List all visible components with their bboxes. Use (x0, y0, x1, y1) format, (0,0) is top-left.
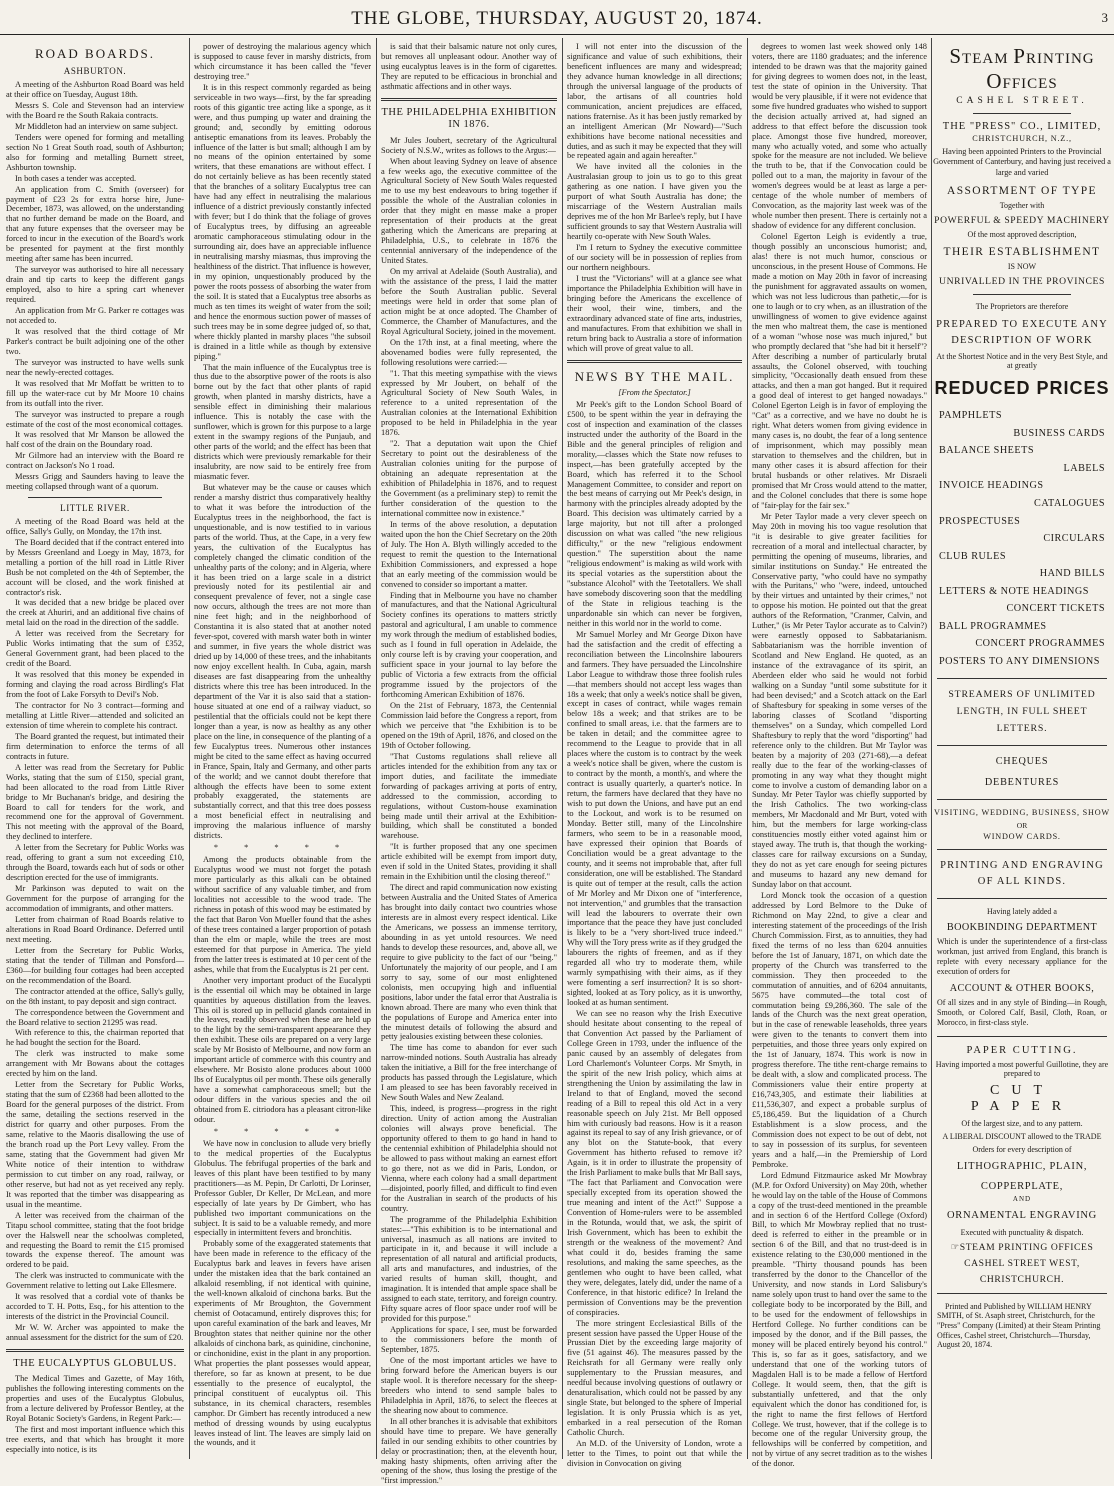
column-eucalyptus (194, 42, 371, 1457)
ad-product-item: BALL PROGRAMMES (939, 620, 1047, 632)
ad-orders: Orders for every description of (972, 1144, 1072, 1154)
ad-rule (937, 849, 1107, 850)
paragraph: That the main influence of the Eucalyptus tree is thus due to the absorptive power of the roots is also borne out by the fact that other plants of rapid growth, when planted in marshy districts, have a sensible effect in diminishing their malarious influence. This is notably the case with the sunflower, which is grown for this purpose to a large extent in the swampy regions of the Punjaub, and other parts of the world; and the effect has been that districts which were previously remarkable for their insalubrity, are now said to be entirely free from miasmatic fever. (194, 362, 371, 481)
paragraph: Another very important product of the Eucalypti is the essential oil which may be obtained in large quantities by aqueous distillation from the leaves. This oil is stored up in pellucid glands contained in the leaves, readily observed when these are held up to the light by the semi-transparent appearance they then exhibit. These oils are prepared on a very large scale by Mr Bosisto of Melbourne, and now form an important article of commerce with this country and elsewhere. Mr Bosisto alone produces about 1000 lbs of Eucalyptus oil per month. These oils generally have a somewhat camphoraceous smell; but the odour differs in the various species and the oil obtained from E. citriodora has a pleasant citron-like odour. (194, 975, 371, 1124)
paragraph: In all other branches it is advisable that exhibitors should have time to prepare. We have generally failed in our sending exhibits to other countries by delay or procrastination; then, at the eleventh hour, making hasty shipments, often arriving after the opening of the show, thus losing the prestige of the "first impression." (381, 1416, 557, 1486)
paragraph: It was resolved that a cordial vote of thanks be accorded to T. H. Potts, Esq., for his attention to the interests of the district in the Provincial Council. (6, 1292, 184, 1322)
paragraph: is said that their balsamic nature not only cures, but removes all unpleasant odour. Another way of using eucalyptus leaves is in the form of cigarettes. They are reputed to be efficacious in bronchial and asthmatic affections and in other ways. (381, 42, 557, 91)
paragraph: power of destroying the malarious agency which is supposed to cause fever in marshy districts, from which circumstance it has been called the "fever destroying tree." (194, 42, 371, 81)
ad-paper-cutting: PAPER CUTTING. (966, 1044, 1078, 1056)
paragraph: Probably some of the exaggerated statements that have been made in reference to the efficacy of the Eucalyptus bark and leaves in fevers have arisen under the mistaken idea that the bark contained an alkaloid resembling, if not identical with quinine, the well-known alkaloid of cinchona barks. But the experiments of Mr Broughton, the Government chemist of Ootacamund, entirely disproves this; for upon careful examination of the bark and leaves, Mr Broughton states that neither quinine nor the other alkaloids of cinchona bark, as quinidine, cinchonine, or cinchonidine, exist in the plant in any proportion. What properties the plant possesses would appear, therefore, so far as known at present, to be due essentially to the presence of eucalyptol, the principal constituent of eucalyptus oil. This substance, in its chemical characters, resembles camphor. Dr Gimbert has recently introduced a new method of dressing wounds by using eucalyptus leaves instead of lint. The leaves are simply laid on the wounds, and it (194, 1239, 371, 1448)
paragraph: It was resolved that Mr Manson be allowed the half cost of the drain on the Boundary road. (6, 430, 184, 450)
ad-product-item: CATALOGUES (1034, 497, 1105, 509)
article-separator (567, 360, 742, 363)
news-by-mail-body (567, 400, 742, 1469)
article-separator (6, 1349, 184, 1352)
paragraph: On the 21st of February, 1873, the Centennial Commission laid before the Congress a report, from which we perceive that "the Exhibition is to be opened on the 19th of April, 1876, and closed on the 19th of October following. (381, 701, 557, 750)
ad-together-with: Together with (999, 200, 1045, 210)
ad-office-name: ☞STEAM PRINTING OFFICES (950, 1241, 1094, 1253)
paragraph: We have invited all the colonies in the Australasian group to join us to go to this great gathering as one nation. I have given you the purport of what South Australia has done; the miscarriage of the Western Australian mails deprives me of the hon Mr Barlee's reply, but I have sufficient grounds to say that Western Australia will heartily co-operate with New South Wales. (567, 162, 742, 242)
ad-cheques: CHEQUES (995, 756, 1049, 768)
ad-and: AND (1012, 1195, 1032, 1203)
ad-office-city: CHRISTCHURCH. (979, 1273, 1065, 1285)
spectator-byline: [From the Spectator.] (618, 387, 691, 397)
paragraph: Finding that in Melbourne you have no chamber of manufactures, and that the National Agricultural Society confines its operations to matters strictly pastoral and agricultural, I am unable to commence my work through the medium of established bodies, such as I found in full operation in Adelaide, the only course left is by craving your cooperation, and sufficient space in your journal to lay before the public of Victoria a few extracts from the official programme issued by the projectors of the forthcoming American Exhibition of 1876. (381, 590, 557, 700)
ad-proprietors: The Proprietors are therefore (975, 301, 1069, 311)
ad-product-item: LABELS (1063, 462, 1105, 474)
paragraph: The Board granted the request, but intimated their firm determination to enforce the terms of all contracts in future. (6, 731, 184, 761)
ad-company-name: THE "PRESS" CO., LIMITED, (942, 121, 1102, 132)
paragraph: It is in this respect commonly regarded as being serviceable in two ways—first, by the far spreading roots of this gigantic tree acting like a sponge, as it were, and thus pumping up water and draining the ground; and, secondly by emitting odorous antiseptic emanations from its leaves. Probably the influence of the latter is but small; although I am by no means of the opinion entertained by some writers, that these emanations are without effect. I do not certainly believe as has been recently stated that the branches of a solitary Eucalyptus tree can have had any effect in neutralising the malarious influence of a district previously constantly infected with fever; but I do think that the foliage of groves of Eucalyptus trees, by diffusing an agreeable aromatic camphoraceous stimulating odour in the surrounding air, does have an appreciable influence in neutralising marshy miasmas, thus improving the healthiness of the district. That influence is however, in my opinion, unquestionably produced by the power the roots possess of absorbing the water from the soil. It is stated that a Eucalyptus tree absorbs as much as ten times its weight of water from the soil; and hence the enormous suction power of masses of such trees may be in some degree judged of, so that, where thickly planted in marshy places "the subsoil is drained in a little while as though by extensive piping." (194, 82, 371, 361)
ad-is-now: IS NOW (1007, 261, 1037, 271)
ad-title (933, 44, 1111, 94)
paragraph: The surveyor was instructed to prepare a rough estimate of the cost of the most economical cottages. (6, 409, 184, 429)
paragraph: I trust the "Victorians" will at a glance see what importance the Philadelphia Exhibition will have in bringing before the Americans the excellence of their wool, their wine, timbers, and the extraordinary advanced state of fine arts, industries, and manufactures. From that exhibition we shall in return bring back to Australia a store of information which will prove of great value to all. (567, 273, 742, 353)
publisher-imprint: Printed and Published by WILLIAM HENRY SMITH, of St. Asaph street, Christchurch, for the "Press" Company (Limited) at their Steam Printing Offices, Cashel street, Christchurch—Thursday, August 20, 1874. (937, 1301, 1101, 1350)
article-separator (381, 98, 557, 101)
column-news-by-mail (567, 42, 742, 1468)
ad-product-item: CLUB RULES (939, 550, 1006, 562)
ad-rule (973, 113, 1071, 114)
ad-approved-description: Of the most approved description, (967, 229, 1077, 239)
paragraph: It was resolved that Mr Moffatt be written to to fill up the water-race cut by Mr Moore 10 chains from its outfall into the river. (6, 378, 184, 408)
little-river-subheading: LITTLE RIVER. (60, 503, 130, 514)
paragraph: This, indeed, is progress—progress in the right direction. Unity of action among the Australian colonies will always prove beneficial. The opportunity offered to them to go hand in hand to the centennial exhibition of Philadelphia should not be allowed to pass without making an earnest effort to go there, not as we did in Paris, London, or Vienna, where each colony had a small department—disjointed, poorly filled, and difficult to find even for the Australian in search of the products of his country. (381, 1104, 557, 1213)
ad-product-item: PROSPECTUSES (939, 515, 1021, 527)
eucalyptus-heading: THE EUCALYPTUS GLOBULUS. (13, 1358, 177, 1370)
ad-account-books: ACCOUNT & OTHER BOOKS, (949, 982, 1095, 994)
ad-lately-added: Having lately added a (987, 906, 1057, 916)
column-rule (931, 38, 932, 1459)
philadelphia-article-body (381, 136, 557, 1486)
paragraph: The clerk was instructed to make some arrangement with Mr Bowans about the cottages erected by him on the land. (6, 1049, 184, 1079)
paragraph: Letter from the Secretary for Public Works, stating that the sum of £2368 had been allotted to the Board for the general purposes of the district. From the same, detailing the sections reserved in the district for quarry and other purposes. From the same, relative to the Maoris disallowing the use of the branch road up the Port Levy valley. From the same, stating that the Government had given Mr White notice of their intention to withdraw permission to cut timber on any road, railway, or other reserve, but had not as yet received any reply. It was reported that the timber was disappearing as usual in the meantime. (6, 1080, 184, 1209)
paragraph: The Board decided that if the contract entered into by Messrs Greenland and Loegy in May, 1873, for metalling a portion of the hill road in Little River Bush be not completed on the 4th of September, the account will be closed, and the work finished at contractor's risk. (6, 537, 184, 597)
masthead-rule (0, 34, 1114, 35)
ad-street: CASHEL STREET. (956, 96, 1088, 106)
ad-or: OR (1016, 821, 1028, 830)
ad-machinery: POWERFUL & SPEEDY MACHINERY (934, 214, 1110, 226)
ad-punctuality: Executed with punctuality & dispatch. (960, 1227, 1084, 1237)
paragraph: Mr Peter Taylor made a very clever speech on May 20th in moving his too vague resolution that "it is desirable to give greater facilities for recreation of a moral and intellectual character, by permitting the opening of museums, libraries, and similar institutions on Sunday." He entreated the Conservative party, "who could have no sympathy with the Puritans," who "were, indeed, untouched by their virtues and untainted by their crimes," not to oppose his motion. He pointed out that the great authors of the Reformation, "Cranmer, Calvin, and Luther," (is Mr Peter Taylor accurate as to Calvin?) were earnestly opposed to Sabbatarianism. Sabbatarianism was the horrible invention of Scotland and New England. He quoted, as an instance of the extravagance of its spirit, an Aberdeen elder who said he would not forbid walking on a Sunday "until some substitute for it had been devised;" and a Scotch attack on the Earl of Shaftesbury for speaking in some verses of the laboring classes of Scotland "disporting themselves" on a Sunday, which compelled Lord Shaftesbury to reply that the word "disporting" had reference only to the children. But Mr Taylor was beaten by a majority of 203 (271-68),—a defeat really due to the fear of the working-classes of promoting in any way what they thought might come to involve a custom of demanding labor on a Sunday. Mr Peter Taylor was chiefly supported by the Irish Catholics. The two working-class members, Mr Macdonald and Mr Burt, voted with him, but the members for large working-class constituencies mostly either voted against him or stayed away. The truth is, that though the working-classes care for railway excursions on a Sunday, they do not as yet care enough for seeing pictures and museums to hazard any new demand for Sunday labor on that account. (752, 511, 927, 890)
news-by-mail-heading: NEWS BY THE MAIL. (574, 368, 735, 384)
paragraph: On the 17th inst, at a final meeting, where the abovenamed bodies were fully represented, the following resolutions were carried:— (381, 337, 557, 367)
paragraph: Mr Jules Joubert, secretary of the Agricultural Society of N.S.W., writes as follows to the Argus:— (381, 135, 557, 155)
column-philadelphia (381, 42, 557, 1486)
paragraph: Mr Parkinson was deputed to wait on the Government for the purpose of arranging for the accommodation of immigrants, and other matters. (6, 884, 184, 914)
column-rule (747, 38, 748, 1459)
paragraph: The first and most important influence which this tree exerts, and that which has brought it more especially into notice, is its (6, 1425, 184, 1455)
ashburton-report (6, 80, 184, 492)
paragraph: Letter from the Secretary for Public Works, stating that the tender of Tillman and Ponsford—£360—for building four cottages had been accepted on the recommendation of the Board. (6, 945, 184, 985)
ad-bookbinding-text: Which is under the superintendence of a first-class workman, just arrived from England, this branch is replete with every necessary appliance for the execution of orders for (937, 936, 1107, 976)
paragraph: "It is further proposed that any one specimen article exhibited will be exempt from import duty, even if sold in the United States, providing it shall remain in the Exhibition until the closing thereof." (381, 842, 557, 882)
ad-printing-engraving: PRINTING AND ENGRAVING OF ALL KINDS. (940, 860, 1104, 887)
ad-debentures: DEBENTURES (984, 776, 1060, 788)
ad-lithographic: LITHOGRAPHIC, PLAIN, (956, 1160, 1088, 1172)
ad-guillotine: Having imported a most powerful Guillotine, they are prepared to (935, 1059, 1109, 1078)
ad-product-item: LETTERS & NOTE HEADINGS (939, 585, 1089, 597)
ad-title-word: FFICES (1002, 76, 1058, 92)
paragraph: A letter was received from the chairman of the Titapu school committee, stating that the foot bridge over the Halswell near the schoolwas completed, and requesting the Board to remit the £15 promised towards the expense thereof. The amount was ordered to be paid. (6, 1210, 184, 1270)
ad-intro-text: Having been appointed Printers to the Provincial Government of Canterbury, and having just received a large and varied (933, 147, 1111, 177)
section-break-stars: * * * * * (213, 1126, 352, 1136)
ad-rule (937, 799, 1107, 800)
ad-title-initial: S (949, 44, 963, 68)
paragraph: Messrs Grigg and Saunders having to leave the meeting collapsed through want of a quorum. (6, 472, 184, 492)
news-by-mail-continued (752, 42, 927, 1469)
paragraph: The correspondence between the Government and the Board relative to section 21295 was read. (6, 1007, 184, 1027)
paragraph: An application from C. Smith (overseer) for payment of £23 2s for extra horse hire, June-December, 1873, was allowed, on the understanding that no further demand be made on the Board, and that any future expenses that the overseer may be forced to incur in the execution of the Board's work be presented for payment at the first monthly meeting after same has been incurred. (6, 184, 184, 264)
paragraph: Among the products obtainable from the Eucalyptus wood we must not forget the potash more particularly as this alkali can be obtained without sacrifice of any valuable timber, and from localities not accessible to the wood trade. The richness in potash of this wood may be estimated by the fact that Baron Von Mueller found that the ashes of these trees contained a larger proportion of potash than the elm or maple, while the trees are most esteemed for that purpose in America. The yield from the latter trees is estimated at 10 per cent of the ashes, while that from the Eucalyptus is 21 per cent. (194, 855, 371, 974)
ad-shortest-notice: At the Shortest Notice and in the very Best Style, and at greatly (936, 352, 1108, 371)
ad-title-word: TEAM (962, 51, 1014, 67)
paragraph: A letter from the Secretary for Public Works was read, offering to grant a sum not exceeding £10, through the Board, towards each hut of sods or other description erected for the use of immigrants. (6, 843, 184, 883)
paragraph: The time has come to abandon for ever such narrow-minded notions. South Australia has already taken the initiative, a Bill for the free interchange of products has passed through the Legislature, which I am pleased to see has been favorably received in New South Wales and New Zealand. (381, 1043, 557, 1103)
ad-prepared-to-execute: PREPARED TO EXECUTE ANY DESCRIPTION OF WORK (936, 318, 1108, 346)
ad-office-street: CASHEL STREET WEST, (964, 1257, 1080, 1269)
paragraph: The surveyor was instructed to have wells sunk near the newly-erected cottages. (6, 357, 184, 377)
page-number: 3 (1101, 10, 1108, 25)
paragraph: Lord Monck took the occasion of a question addressed by Lord Belmore to the Duke of Richmond on May 22nd, to give a clear and interesting statement of the proceedings of the Irish Church Commission. First, as to annuities, they had fixed the terms of no less than 6204 annuities before the 1st of January, 1871, on which date the property of the Church was transferred to the commission. They then proceeded to the commutation of annuities, and of 6204 annuitants, 5675 have commuted—the total cost of commutation being £9,286,360. The sale of the lands of the Church was the next great operation, but in the case of renewable leaseholds, three years were given to the tenants to convert them into perpetuities, and those three years only expired on the 1st of January, 1874. This work is now in progress therefore. The tithe rent-charge remains to be dealt with, a slow and complicated process. The Commissioners value their entire property at £16,743,305, and estimate their liabilities at £11,536,307, and expect a probable surplus of £5,186,459. But the liquidation of a Church Establishment is a slow process, and the Commission does not expect to be out of debt, not to say in possession of its surplus, for seventeen years and a half,—in the Premiership of Lord Pembroke. (752, 891, 927, 1169)
ad-streamers: STREAMERS OF UNLIMITED LENGTH, IN FULL SHEET LETTERS. (948, 689, 1096, 734)
paragraph: Lord Edmund Fitzmaurice asked Mr Mowbray (M.P. for Oxford University) on May 20th, whether he would lay on the table of the House of Commons a copy of the trust-deed mentioned in the preamble and in section 6 of the Hertford College (Oxford) Bill, to which Mr Mowbray replied that no trust-deed is referred to either in the preamble or in section 6 of the Bill, and that no trust-deed is in existence relating to the £30,000 mentioned in the preamble. "Thirty thousand pounds has been transferred by the donor to the Chancellor of the University, and now stands in Lord Salisbury's name solely upon trust to hand over the same to the collegiate body to be incorporated by the Bill, and to be used for the endowment of fellowships in Hertford College. No further conditions can be imposed by the donor, and if the Bill passes, the money will be placed entirely beyond his control." This is, so far as it goes, satisfactory, and we understand that one of the working tutors of Magdalen Hall is to be made a fellow of Hertford College. It would seem, then, that the gift is substantially unfettered, and that the only equivalent which the donor has conditioned for, is the right to name the first fellows of Hertford College. We trust, however, that if the college is to become one of the regular University group, the fellowships will be conferred by competition, and not by virtue of any secret tradition as to the wishes of the donor. (752, 1170, 927, 1469)
paragraph: An application from Mr G. Parker re cottages was not acceded to. (6, 306, 184, 325)
ad-title-initial: P (1013, 44, 1026, 68)
paragraph: Tenders were opened for forming and metalling section No 1 Great South road, south of Ashburton; also for forming and metalling Burnett street, Ashburton township. (6, 132, 184, 172)
newspaper-masthead: THE GLOBE, THURSDAY, AUGUST 20, 1874. (351, 8, 763, 29)
ad-bookbinding: BOOKBINDING DEPARTMENT (946, 921, 1098, 933)
ad-cards: VISITING, WEDDING, BUSINESS, SHOW (934, 808, 1110, 817)
paragraph: But whatever may be the cause or causes which render a marshy district thus comparatively healthy to what it was before the introduction of the Eucalyptus trees in the neighborhood, the fact is unquestionable, and is now testified to in various parts of the world. Thus, at the Cape, in a very few years, the cultivation of the Eucalyptus has completely changed the climatic condition of the unhealthy parts of the colony; and in Algeria, where it has been tried on a large scale in a district previously noted for its pestilential air and consequent prevalence of fever, not a single case now occurs, although the trees are not more than nine feet high; and in the neighborhood of Constantina it is also stated that at another noted fever-spot, covered with marsh water both in winter and summer, in five years the whole district was dried up by 14,000 of these trees, and the inhabitants now enjoy excellent health. In Cuba, again, marsh diseases are fast disappearing from the unhealthy districts where this tree has been introduced. In the department of the Var it is also said that a station-house situated at one end of a railway viaduct, so pestilential that the officials could not be kept there longer than a year, is now as healthy as any other place on the line, in consequence of the planting of a few Eucalyptus trees. Numerous other instances might be cited to the same effect as having occurred in France, Spain, Italy and Germany, and other parts of the world; and we cannot doubt therefore that although the effects have been to some extent probably exaggerated, the statements are substantially correct, and that this tree does possess a most beneficial effect in neutralising and improving the malarious influence of marshy districts. (194, 482, 371, 841)
section-break-stars: * * * * * (213, 843, 352, 853)
ad-cut-paper: CUT PAPER (970, 1082, 1074, 1114)
philadelphia-article-end (567, 42, 742, 354)
paragraph: It was resolved that the third cottage of Mr Parker's contract be built adjoining one of the other two. (6, 326, 184, 356)
column-news-continued (752, 42, 927, 1469)
ad-rule (973, 294, 1071, 295)
paragraph: With reference to this, the chairman reported that he had bought the section for the Board. (6, 1028, 184, 1048)
ad-product-item: BALANCE SHEETS (939, 445, 1035, 457)
ad-copperplate: COPPERPLATE, (980, 1181, 1064, 1193)
paragraph: I will not enter into the discussion of the significance and value of such exhibitions, their beneficent influences are many and widespread; they advance human knowledge in all directions; through the universal language of the products of labor, the artisans of all countries hold communication, ancient prejudices are effaced, nations fraternise. As it has been justly remarked by an intelligent American (Mr Noward)—"Such exhibitions have become national necessities and duties, and as such it may be expected that they will be repeated again and again hereafter." (567, 42, 742, 161)
paragraph: A letter was read from the Secretary for Public Works, stating that the sum of £150, special grant, had been allocated to the road from Little River bridge to Mr Buchanan's bridge, and desiring the Board to call for tenders for the work, and recommend one for the approval of Government. This not meeting with the approval of the Board, they declined to interfere. (6, 762, 184, 842)
paragraph: The direct and rapid communication now existing between Australia and the United States of America has brought into daily contact two countries whose interests are in almost every respect identical. Like the Americans, we possess an immense territory, abounding in as yet untold resources. We need hands to develop these resources, and, above all, we require to give publicity to the fact of our "being." Unfortunately the majority of our people, and I am sorry to say, some of our most enlightened colonists, men occupying high and influential positions, labor under the fatal error that Australia is known abroad. There are many who even think that the populations of Europe and America enter into the minutest details of following the absurd and petty jealousies existing between these colonies. (381, 883, 557, 1042)
ad-ornamental-engraving: ORNAMENTAL ENGRAVING (947, 1210, 1097, 1221)
ashburton-subheading: ASHBURTON. (63, 66, 127, 77)
little-river-report (6, 517, 184, 1343)
paragraph: An M.D. of the University of London, wrote a letter to the Times, to point out that while the division in Convocation on giving (567, 1439, 742, 1468)
paragraph: Colonel Egerton Leigh is evidently a true, though possibly an unconscious humorist; and, alas! there is not much humor, conscious or unconscious, in the present House of Commons. He made a motion on May 20th in favor of increasing the punishment for aggravated assaults on women, which was not less ludicrous than pathetic,—for is one to laugh or to cry when, as an illustration of the unwillingness of women to give evidence against the men who maltreat them, the case is mentioned of a woman "whose nose was much injured," but who promptly declared that "she had bit it herself"? After describing a number of particularly brutal assaults, the Colonel observed, with touching simplicity, "Occasionally death ensued from these attacks, and then a man got hanged. But it required a good deal of interest to get hanged nowadays." Colonel Egerton Leigh is in favor of employing the "Cat" as a corrective, and we have no doubt he is right. What deters women from giving evidence in many cases is, no doubt, the fear of a long sentence of imprisonment, which may possibly mean starvation to themselves and the children, but in many other cases it is absurd affection for their brutal husbands or other relatives. Mr Disraeli promised that Mr Cross would attend to the matter, and the Colonel concludes that there is some hope of "fair-play for the fair sex." (752, 232, 927, 510)
paragraph: Mr Gilmore had an interview with the Board re contract on Jackson's No 1 road. (6, 451, 184, 471)
ad-rule (937, 1036, 1107, 1037)
ad-trade-discount: A LIBERAL DISCOUNT allowed to the TRADE (942, 1131, 1102, 1141)
ad-title-word: RINTING (1025, 51, 1095, 67)
column-rule (189, 38, 190, 1459)
paragraph: The more stringent Ecclesiastical Bills of the present session have passed the Upper House of the Prussian Diet by the exceeding large majority of five (51 against 46). The measures passed by the Reichsrath for all Germany were really only supplementary to the Prussian measures, and needful because involving questions of outlawry or denaturalisation, which could not be passed by any single State, but belonged to the sphere of Imperial legislation. It is only Prussia which is as yet, embarked in a real persecution of the Roman Catholic Church. (567, 1318, 742, 1438)
printing-office-advertisement (933, 40, 1111, 1457)
ad-city: CHRISTCHURCH, N.Z., (972, 134, 1072, 143)
paragraph: In both cases a tender was accepted. (15, 173, 137, 183)
paragraph: "2. That a deputation wait upon the Chief Secretary to point out the desirableness of the Australian colonies uniting for the purpose of obtaining an adequate representation at the exhibition of Philadelphia in 1876, and to request the Government (as a preliminary step) to remit the further consideration of the question to the international committee now in existence." (381, 439, 557, 518)
ad-product-item: INVOICE HEADINGS (939, 480, 1044, 492)
paragraph: Mr Peek's gift to the London School Board of £500, to be spent within the year in defraying the cost of inspection and examination of the classes instructed under the authority of the Board in the Bible and the general principles of religion and morality,—classes which the State now refuses to inspect,—has been gratefully accepted by the Board, which has referred it to the School Management Committee, to consider and report on the best means of carrying out Mr Peek's design, in harmony with the principles already adopted by the Board. This decision was ultimately carried by a large majority, but not till after a prolonged discussion on what was called "the new religious difficulty," or the new "religious endowment question." The superstition about the name "religious endowment" is making as wild work with its special votaries as the superstition about the "substance Alcohol" with the Teetotallers. We shall have somebody discovering soon that the meddling of the State in religious teaching is the unpardonable sin which can never be forgiven, neither in this world nor in the world to come. (567, 399, 742, 628)
eucalyptus-article-end (381, 42, 557, 92)
paragraph: The contractor for No 3 contract—forming and metalling at Little River—attended and solicited an extension of time wherein to complete his contract. (6, 700, 184, 730)
paragraph: A letter was received from the Secretary for Public Works intimating that the sum of £352, General Government grant, had been placed to the credit of the Board. (6, 629, 184, 669)
road-boards-heading: ROAD BOARDS. (34, 46, 156, 61)
paragraph: "That Customs regulations shall relieve all articles intended for the exhibition from any tax or import duties, and facilitate the immediate forwarding of packages arriving at ports of entry, addressed to the commission, according to regulations, without Custom-house examination being made until their arrival at the Exhibition-building, which shall be constituted a bonded warehouse. (381, 751, 557, 841)
philadelphia-heading: THE PHILADELPHIA EXHIBITION IN 1876. (381, 106, 557, 131)
ad-rule (937, 678, 1107, 679)
paragraph: On my arrival at Adelaide (South Australia), and with the assistance of the press, I laid the matter before the South Australian public. Several meetings were held in order that some plan of action might be at once adopted. The Chamber of Commerce, the Chamber of Manufactures, and the Royal Agricultural Society, joined in the movement. (381, 267, 557, 336)
paragraph: Messrs S. Cole and Stevenson had an interview with the Board re the South Rakaia contracts. (6, 100, 184, 120)
ad-product-item: CIRCULARS (1043, 533, 1105, 545)
paragraph: It was decided that a new bridge be placed over the creek at Ahuriri, and an additional five chains of metal laid on the road in the direction of the saddle. (6, 598, 184, 628)
paragraph: We can see no reason why the Irish Executive should hesitate about consenting to the repeal of that Convention Act passed by the Parliament of College Green in 1793, under the influence of the panic caused by an assembly of delegates from Lord Charlemont's Volunteer Corps. Mr Smyth, in the spirit of the new Irish policy, which aims at strengthening the Union by assimilating the law in Ireland to that of England, moved the second reading of a Bill to repeal this old Act in a very reasonable speech on July 21st. Mr Bell opposed him with curiously bad reasons. How is it a reason against its repeal to say of any Irish grievance, or of any blot on the Statute-book, that every Government has hitherto refused to remove it? Again, is it in order to illustrate the propensity of the Irish Parliament to make bulls that Mr Ball says, "The fact that Parliament and Convocation were specially excepted from its operation showed the true meaning and intent of the Act!" Suppose a Convention of Home-rulers were to be assembled in the Rotunda, would that, we ask, the spirit of Irish Government, which has been to exhibit the strength or the weakness of the movement? And what could it do, besides framing the same resolutions, and making the same speeches, as the gentlemen who ought to have been called, what they were, delegates, lately did, under the name of a Conference, in that historic edifice? In Ireland the permission of Conventions may be the prevention of conspiracies. (567, 1009, 742, 1317)
column-rule (376, 38, 377, 1459)
ad-rule (937, 898, 1107, 899)
ad-rule (937, 745, 1107, 746)
paragraph: Letter from chairman of Road Boards relative to alterations in Road Board Ordinance. Deferred until next meeting. (6, 915, 184, 944)
ad-product-item: POSTERS TO ANY DIMENSIONS (939, 655, 1100, 667)
paragraph: Mr W. W. Archer was appointed to make the annual assessment for the district for the sum of £20. (6, 1323, 184, 1343)
paragraph: The Medical Times and Gazette, of May 16th, publishes the following interesting comments on the properties and uses of the Eucalyptus Globulus, from a lecture delivered by Professor Bentley, at the Royal Botanic Society's Gardens, in Regent Park:— (6, 1374, 184, 1424)
ad-unrivalled: UNRIVALLED IN THE PROVINCES (939, 275, 1105, 287)
section-separator (28, 497, 162, 498)
paragraph: We have now in conclusion to allude very briefly to the medical properties of the Eucalyptus Globulus. The febrifugal properties of the bark and leaves of this plant have been testified to by many practitioners—as M. Pepin, Dr Carlotti, Dr Lorinser, Professor Gubler, Dr Keller, Dr McLean, and more especially of late years by Dr Gimbert, who has published two important communications on the subject. It is said to be a valuable remedy, and more especially in intermittent fevers and bronchitis. (194, 1138, 371, 1238)
ad-reduced-prices: REDUCED PRICES (934, 378, 1110, 399)
paragraph: The clerk was instructed to communicate with the Government relative to letting out Lake Ellesmere. (6, 1271, 184, 1291)
ad-rule (937, 1293, 1107, 1294)
eucalyptus-article-start (6, 1374, 184, 1455)
paragraph: The contractor attended at the office, Sally's gully, on the 8th instant, to pay deposit and sign contract. (6, 986, 184, 1006)
paragraph: One of the most important articles we have to bring forward before the American buyers is our staple wool. It is therefore necessary for the sheep-breeders who intend to send sample bales to Philadelphia in April, 1876, to select the fleeces at the shearing now about to commence. (381, 1355, 557, 1415)
ad-window-cards: WINDOW CARDS. (983, 832, 1061, 841)
ad-establishment: THEIR ESTABLISHMENT (943, 245, 1101, 258)
paragraph: In terms of the above resolution, a deputation waited upon the hon the Chief Secretary on the 20th of July. The Hon A. Blyth willingly acceded to the request to remit the question to the International Exhibition Commissioners, and expressed a hope that an early meeting of the commission would be convened to consider so important a matter. (381, 519, 557, 589)
paragraph: Applications for space, I see, must be forwarded to the commissioners before the month of September, 1875. (381, 1325, 557, 1355)
ad-type-assortment: ASSORTMENT OF TYPE (947, 184, 1097, 197)
eucalyptus-article-body (194, 42, 371, 1448)
paragraph: A meeting of the Ashburton Road Board was held at their office on Tuesday, August 18th. (6, 80, 184, 99)
ad-product-item: CONCERT TICKETS (1006, 603, 1105, 615)
ad-largest-size: Of the largest size, and to any pattern. (961, 1118, 1083, 1128)
paragraph: It was resolved that this money be expended in forming and claying the road across Birdling's Flat from the foot of Lake Forsyth to Devil's Nob. (6, 670, 184, 700)
paragraph: Mr Samuel Morley and Mr George Dixon have had the satisfaction and the credit of effecting a reconciliation between the Lincolnshire labourers and farmers. They have persuaded the Lincolnshire Labor League to withdraw those three foolish rules—that members should not accept less wages than 18s a week; that only a week's notice shall be given, except in cases of contract, while wages remain below 18s a week; and that strikes are to be confined to small areas, i.e. that the farmers are to be taken in detail; and the committee agree to recommend to the League to provide that in all places where the custom is to contract by the week a week's notice shall be given, where the custom is to contract by the month, a month's, and where the contract is usually quarterly, a quarter's notice. In return, the farmers have declared that they have no wish to put down the Unions, and have put an end to the Lockout, and work is to be resumed on Monday. Better still, many of the Lincolnshire farmers, who seem to be in a reasonable mood, have expressed their opinion that Boards of Conciliation would be a great advantage to the county, and it seems not improbable that, after full consideration, one will be established. The Standard is quite out of temper at the result, calls the action of Mr Morley and Mr Dixon one of "interference, not intervention," and grumbles that the transaction will lead the labourers to overrate their own importance that the peace they have just concluded is likely to be a "very short-lived truce indeed." Why will the Tory press write as if they grudged the labourers the rights of freemen, and as if they regarded all who try to moderate them, while warmly sympathising with their aims, as if they were fomenting a serf insurrection? It is so short-sighted, looked at as Tory policy, as it is unworthy, looked at as human sentiment. (567, 629, 742, 1008)
paragraph: Mr Middleton had an interview on same subject. (15, 121, 178, 131)
ad-title-initial: O (986, 69, 1003, 93)
ad-product-item: PAMPHLETS (939, 410, 1003, 422)
paragraph: The surveyor was authorised to hire all necessary drain and tip carts to keep the different gangs employed, also to hire a spring cart whenever required. (6, 265, 184, 305)
column-road-boards (6, 42, 184, 1457)
paragraph: When about leaving Sydney on leave of absence a few weeks ago, the executive committee of the Agricultural Society of New South Wales requested me to use my best endeavours to bring together if possible the whole of the Australian colonies in order that they might en masse make a proper representation of their products at the great gathering which the Americans are preparing at Philadelphia, U.S., to celebrate in 1876 the centennial anniversary of the independence of the United States. (381, 156, 557, 266)
paragraph: degrees to women last week showed only 148 voters, there are 1180 graduates; and the inference intended to be drawn was that the majority gained for giving degrees to women does not, in the least, test the state of opinion in the University. That would be very plausible, if it were not evidence that some five hundred graduates who wished to support the decision actually arrived at, had signed an address to that effect before the discussion took place. Amongst those five hundred, moreover, many who actually voted, and some who actually spoke for the measure are not included. We believe the truth to be, that if the Convocation could be polled out to a man, the majority in favour of the women's degrees would be at least as large a per-centage of the whole number of members of Convocation, as the majority last week was of the whole number then present. There is certainly not a shadow of evidence for any different conclusion. (752, 42, 927, 231)
column-rule (562, 38, 563, 1459)
paragraph: A meeting of the Road Board was held at the office, Sally's Gully, on Monday, the 17th inst. (6, 516, 184, 536)
paragraph: "1. That this meeting sympathise with the views expressed by Mr Joubert, on behalf of the Agricultural Society of New South Wales, in reference to a united representation of the Australian colonies at the International Exhibition proposed to be held in Philadelphia in the year 1876. (381, 368, 557, 438)
paragraph: I'm I return to Sydney the executive committee of our society will be in possession of replies from our northern neighbours. (567, 243, 742, 272)
paragraph: The programme of the Philadelphia Exhibition states:—"This exhibition is to be international and universal, inasmuch as all nations are invited to participate in it, and because it will include a representation of all natural and artificial products, all arts and manufactures, and industries, of the varied results of human skill, thought, and imagination. It is intended that ample space shall be assigned to each state, territory, and foreign country. Fifty square acres of floor space under roof will be provided for this purpose." (381, 1214, 557, 1324)
ad-product-item: HAND BILLS (1039, 568, 1105, 580)
ad-product-list (933, 407, 1111, 670)
ad-binding-styles: Of all sizes and in any style of Binding—in Rough, Smooth, or Colored Calf, Basil, Cloth, Roan, or Morocco, in first-class style. (937, 997, 1107, 1027)
ad-product-item: BUSINESS CARDS (1013, 427, 1105, 439)
ad-product-item: CONCERT PROGRAMMES (975, 638, 1105, 650)
